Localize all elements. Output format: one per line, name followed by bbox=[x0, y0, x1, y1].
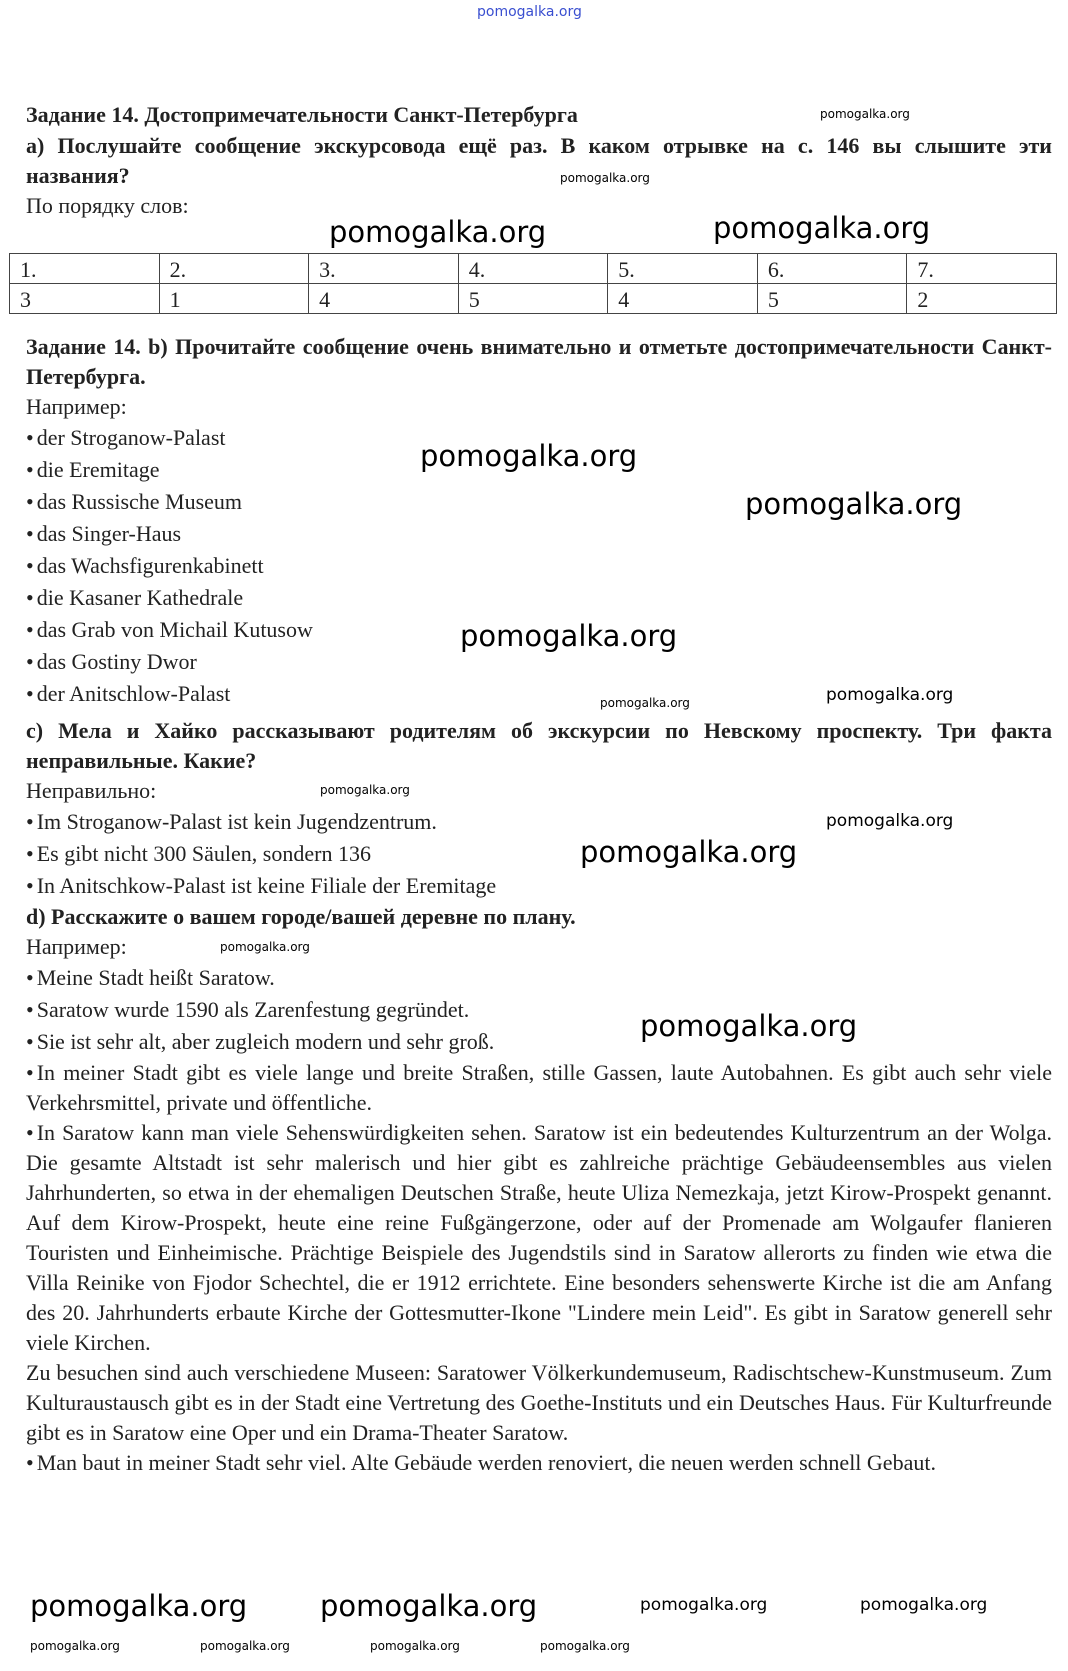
list-item: • Im Stroganow-Palast ist kein Jugendzentrum. bbox=[26, 806, 437, 838]
list-item: • Meine Stadt heißt Saratow. bbox=[26, 962, 275, 994]
list-item: • Saratow wurde 1590 als Zarenfestung gegründet. bbox=[26, 994, 469, 1026]
table-cell: 4 bbox=[309, 284, 459, 314]
list-item: • der Stroganow-Palast bbox=[26, 422, 226, 454]
table-cell: 7. bbox=[907, 254, 1057, 284]
list-item: • das Grab von Michail Kutusow bbox=[26, 614, 313, 646]
task-a-intro: По порядку слов: bbox=[26, 193, 189, 218]
list-item: • die Kasaner Kathedrale bbox=[26, 582, 243, 614]
task-b-question-text: Задание 14. b) Прочитайте сообщение очень внимательно и отметьте достопримечательности Санкт-Петербурга. bbox=[26, 334, 1052, 389]
watermark: pomogalka.org bbox=[826, 685, 954, 705]
list-item: • der Anitschlow-Palast bbox=[26, 678, 230, 710]
watermark: pomogalka.org bbox=[560, 171, 650, 185]
task-d-list bbox=[26, 932, 1052, 1478]
watermark: pomogalka.org bbox=[826, 811, 954, 831]
watermark: pomogalka.org bbox=[820, 107, 910, 121]
watermark: pomogalka.org bbox=[329, 215, 547, 249]
task-a-question-text: а) Послушайте сообщение экскурсовода ещё раз. В каком отрывке на с. 146 вы слышите эти названия? bbox=[26, 133, 1052, 188]
watermark: pomogalka.org bbox=[200, 1639, 290, 1653]
table-cell: 3 bbox=[10, 284, 160, 314]
list-item: • Man baut in meiner Stadt sehr viel. Alte Gebäude werden renoviert, die neuen werden schnell Gebaut. bbox=[26, 1448, 1052, 1478]
table-cell: 4 bbox=[608, 284, 758, 314]
table-header-row bbox=[10, 254, 1057, 284]
task-b-intro: Например: bbox=[26, 394, 127, 419]
watermark: pomogalka.org bbox=[30, 1589, 248, 1623]
table-cell: 2. bbox=[159, 254, 309, 284]
task-c-list bbox=[26, 776, 1052, 902]
watermark: pomogalka.org bbox=[640, 1595, 768, 1615]
list-item: • das Russische Museum bbox=[26, 486, 242, 518]
table-cell: 4. bbox=[458, 254, 608, 284]
table-row bbox=[10, 284, 1057, 314]
watermark: pomogalka.org bbox=[860, 1595, 988, 1615]
watermark: pomogalka.org bbox=[640, 1009, 858, 1043]
watermark: pomogalka.org bbox=[745, 487, 963, 521]
watermark: pomogalka.org bbox=[540, 1639, 630, 1653]
watermark: pomogalka.org bbox=[220, 940, 310, 954]
table-cell: 2 bbox=[907, 284, 1057, 314]
watermark: pomogalka.org bbox=[30, 1639, 120, 1653]
table-cell: 5 bbox=[757, 284, 907, 314]
museums-paragraph: Zu besuchen sind auch verschiedene Museen: Saratower Völkerkundemuseum, Radischtschew-Kunstmuseum. Zum Kulturaustausch gibt es in der Stadt eine Vertretung des Goethe-Instituts und ein Deutsches Haus. Für Kulturfreunde gibt es in Saratow eine Oper und ein Drama-Theater Saratow. bbox=[26, 1360, 1052, 1445]
list-item: • das Singer-Haus bbox=[26, 518, 181, 550]
list-item: • In Saratow kann man viele Sehenswürdigkeiten sehen. Saratow ist ein bedeutendes Kulturzentrum an der Wolga. Die gesamte Altstadt ist sehr malerisch und hier gibt es zahlreiche prächtige Gebäudeensembles aus vielen Jahrhunderten, so etwa in der ehemaligen Deutschen Straße, heute Uliza Nemezkaja, jetzt Kirow-Prospekt genannt. Auf dem Kirow-Prospekt, heute eine reine Fußgängerzone, oder auf der Promenade am Wolgaufer flanieren Touristen und Einheimische. Prächtige Beispiele des Jugendstils sind in Saratow allerorts zu finden wie etwa die Villa Reinike von Fjodor Schechtel, die er 1912 errichtete. Eine besonders sehenswerte Kirche ist die am Anfang des 20. Jahrhunderts erbaute Kirche der Gottesmutter-Ikone "Lindere mein Leid". Es gibt in Saratow generell sehr viele Kirchen. bbox=[26, 1118, 1052, 1358]
list-item: • In Anitschkow-Palast ist keine Filiale der Eremitage bbox=[26, 870, 496, 902]
task-d-intro: Например: bbox=[26, 934, 127, 959]
table-cell: 1. bbox=[10, 254, 160, 284]
watermark: pomogalka.org bbox=[320, 1589, 538, 1623]
list-item: • das Wachsfigurenkabinett bbox=[26, 550, 264, 582]
table-cell: 5. bbox=[608, 254, 758, 284]
list-item: • Es gibt nicht 300 Säulen, sondern 136 bbox=[26, 838, 371, 870]
header-watermark: pomogalka.org bbox=[477, 4, 582, 20]
answer-table bbox=[9, 253, 1057, 314]
task-a-question bbox=[26, 131, 1052, 191]
table-cell: 6. bbox=[757, 254, 907, 284]
list-item: • In meiner Stadt gibt es viele lange und breite Straßen, stille Gassen, laute Autobahnen. Es gibt auch sehr viele Verkehrsmittel, private und öffentliche. bbox=[26, 1058, 1052, 1118]
watermark: pomogalka.org bbox=[320, 783, 410, 797]
table-cell: 3. bbox=[309, 254, 459, 284]
watermark: pomogalka.org bbox=[580, 835, 798, 869]
list-item: • die Eremitage bbox=[26, 454, 159, 486]
watermark: pomogalka.org bbox=[460, 619, 678, 653]
watermark: pomogalka.org bbox=[420, 439, 638, 473]
watermark: pomogalka.org bbox=[370, 1639, 460, 1653]
task-b-question bbox=[26, 332, 1052, 392]
task-a-title: Задание 14. Достопримечательности Санкт-Петербурга bbox=[26, 102, 578, 127]
list-item: • das Gostiny Dwor bbox=[26, 646, 197, 678]
list-item: • Sie ist sehr alt, aber zugleich modern und sehr groß. bbox=[26, 1026, 494, 1058]
watermark: pomogalka.org bbox=[600, 696, 690, 710]
task-c-question bbox=[26, 716, 1052, 776]
table-cell: 5 bbox=[458, 284, 608, 314]
table-cell: 1 bbox=[159, 284, 309, 314]
task-c-question-text: c) Мела и Хайко рассказывают родителям об экскурсии по Невскому проспекту. Три факта неправильные. Какие? bbox=[26, 718, 1052, 773]
task-d-question: d) Расскажите о вашем городе/вашей деревне по плану. bbox=[26, 904, 576, 929]
task-c-intro: Неправильно: bbox=[26, 778, 157, 803]
watermark: pomogalka.org bbox=[713, 211, 931, 245]
